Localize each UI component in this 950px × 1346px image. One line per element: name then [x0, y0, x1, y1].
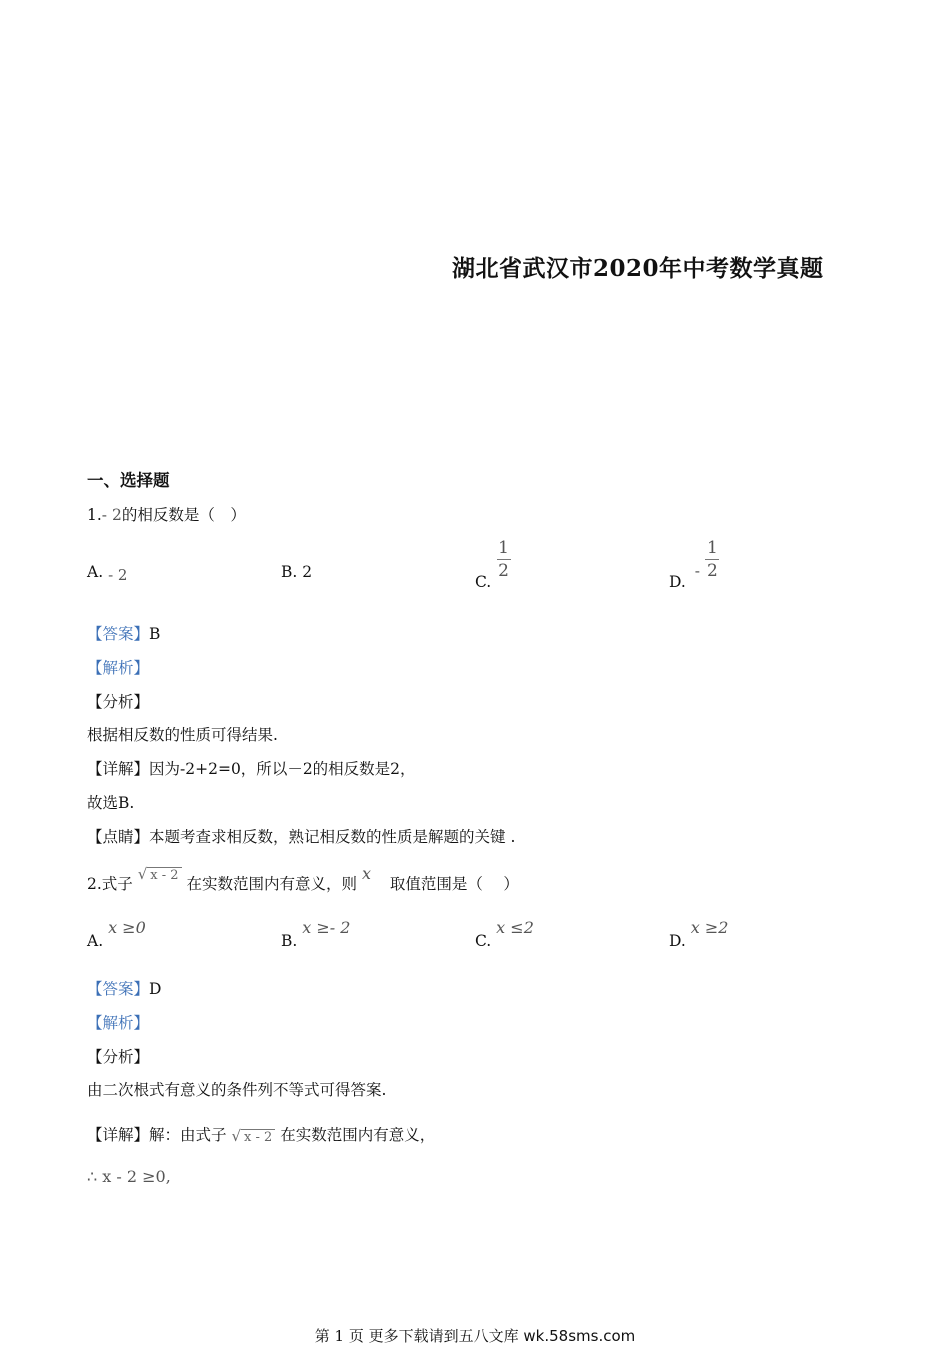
q2-detail-tag: 【详解】 — [87, 1126, 150, 1144]
q1-answer-tag: 【答案】 — [87, 625, 150, 643]
q1-option-d-label: D. — [669, 573, 686, 591]
q1-option-d — [669, 538, 720, 591]
q2-option-d — [669, 918, 729, 950]
q2-variable: x — [361, 864, 371, 883]
q2-radicand: x - 2 — [147, 867, 181, 883]
q2-option-c — [475, 918, 534, 950]
q2-sqrt-expression — [138, 865, 182, 883]
q2-stem-mid: 在实数范围内有意义，则 — [186, 875, 358, 893]
q1-option-d-denominator: 2 — [706, 561, 718, 581]
q2-answer-line — [87, 977, 161, 999]
q2-answer-value: D — [149, 980, 162, 998]
q1-detail-line — [87, 757, 416, 779]
q1-fenxi-tag: 【分析】 — [87, 693, 150, 711]
q2-option-a — [87, 918, 146, 950]
q2-therefore: ∴ x - 2 ≥0, — [87, 1167, 171, 1186]
q2-option-b — [281, 918, 351, 950]
q2-detail-radicand: x - 2 — [241, 1129, 275, 1145]
footer-prefix: 第 — [314, 1327, 330, 1345]
q1-number: 1. — [87, 506, 102, 524]
q1-option-a — [87, 563, 128, 584]
q1-fenxi-text: 根据相反数的性质可得结果. — [87, 726, 278, 744]
section-heading: 一、选择题 — [87, 471, 170, 490]
q2-stem-prefix: 2.式子 — [87, 875, 133, 893]
q1-stem-math: - 2 — [101, 506, 122, 524]
q1-stem-suffix: 的相反数是（ ） — [121, 506, 246, 524]
q1-option-d-fraction — [705, 540, 720, 580]
q2-option-c-label: C. — [475, 932, 492, 950]
q2-option-d-math: x ≥2 — [690, 918, 729, 937]
q2-detail-line — [87, 1123, 435, 1145]
q2-detail-sqrt — [231, 1127, 275, 1145]
q1-option-a-math: - 2 — [108, 566, 128, 584]
q1-conclusion: 故选B. — [87, 794, 135, 812]
q1-analysis-tag: 【解析】 — [87, 659, 150, 677]
q1-option-c-fraction — [496, 540, 511, 580]
sqrt-icon: √ — [137, 865, 148, 883]
q1-option-a-label: A. — [87, 563, 104, 581]
q1-option-c-numerator: 1 — [498, 538, 509, 558]
q2-answer-tag: 【答案】 — [87, 980, 150, 998]
q1-detail-text: 因为-2+2=0，所以－2的相反数是2， — [149, 760, 416, 778]
q1-option-d-sign: - — [694, 562, 700, 580]
q2-analysis-tag: 【解析】 — [87, 1014, 150, 1032]
footer-page-number: 1 — [334, 1327, 345, 1345]
sqrt-icon: √ — [231, 1127, 242, 1145]
question-2-stem — [87, 862, 519, 892]
q2-fenxi-text: 由二次根式有意义的条件列不等式可得答案. — [87, 1081, 387, 1099]
footer-middle: 页 更多下载请到五八文库 — [348, 1327, 519, 1345]
q1-comment-text: 本题考查求相反数，熟记相反数的性质是解题的关键 . — [149, 828, 516, 846]
q2-detail-prefix: 解：由式子 — [149, 1126, 227, 1144]
q2-stem-suffix: 取值范围是（ ） — [389, 875, 519, 893]
document-title: 湖北省武汉市2020年中考数学真题 — [452, 255, 824, 282]
q2-option-b-label: B. — [281, 932, 298, 950]
q1-detail-tag: 【详解】 — [87, 760, 150, 778]
footer-site-link[interactable]: wk.58sms.com — [523, 1327, 636, 1345]
question-1-stem — [87, 503, 246, 525]
q2-option-c-math: x ≤2 — [496, 918, 534, 937]
q1-answer-value: B — [149, 625, 161, 643]
q1-option-c — [475, 538, 511, 591]
q2-option-d-label: D. — [669, 932, 686, 950]
page-footer — [0, 1325, 950, 1346]
q2-detail-suffix: 在实数范围内有意义， — [280, 1126, 436, 1144]
q2-option-b-math: x ≥- 2 — [302, 918, 351, 937]
q1-option-d-numerator: 1 — [706, 538, 718, 558]
q1-comment-tag: 【点睛】 — [87, 828, 150, 846]
q2-fenxi-tag: 【分析】 — [87, 1048, 150, 1066]
q2-option-a-math: x ≥0 — [108, 918, 146, 937]
q1-option-b: B. 2 — [281, 563, 313, 581]
q1-answer-line — [87, 622, 160, 644]
q1-option-c-denominator: 2 — [498, 561, 509, 581]
q1-option-c-label: C. — [475, 573, 492, 591]
q2-option-a-label: A. — [87, 932, 104, 950]
q1-comment-line — [87, 825, 515, 847]
